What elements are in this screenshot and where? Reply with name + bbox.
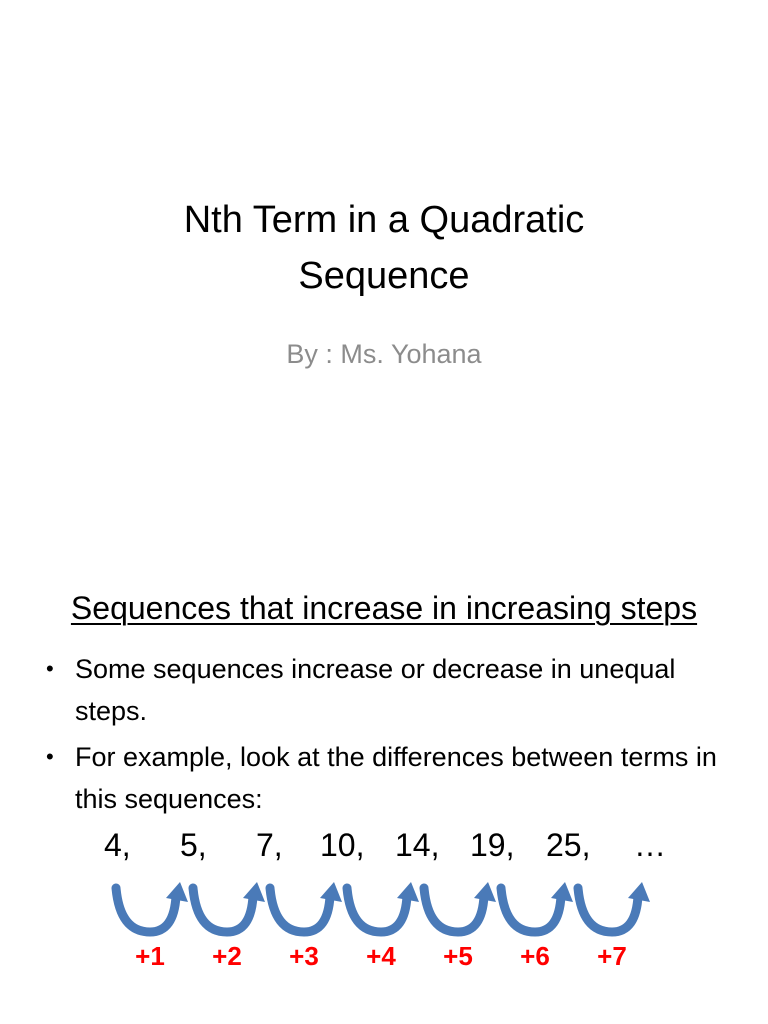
slide-subtitle: By : Ms. Yohana	[286, 339, 482, 369]
slide-title	[0, 192, 768, 304]
curved-arrow-icon	[424, 882, 496, 932]
curved-arrow-icon	[116, 882, 188, 932]
content-heading: Sequences that increase in increasing steps	[70, 590, 698, 626]
curved-arrow-icon	[578, 882, 650, 932]
bullet-list	[46, 648, 736, 824]
title-line-1: Nth Term in a Quadratic	[183, 199, 585, 241]
bullet-icon: •	[46, 744, 54, 769]
curved-arrow-icon	[193, 882, 265, 932]
bullet-text: For example, look at the differences between terms in this sequences:	[75, 742, 717, 814]
difference-label: +2	[212, 941, 242, 971]
difference-label: +3	[289, 941, 319, 971]
difference-label: +4	[366, 941, 396, 971]
bullet-text: Some sequences increase or decrease in unequal steps.	[75, 654, 676, 726]
sequence-ellipsis: …	[634, 827, 666, 863]
difference-label: +1	[135, 941, 165, 971]
sequence-term: 19,	[470, 827, 515, 863]
number-sequence	[0, 820, 768, 870]
difference-labels	[0, 936, 768, 976]
sequence-term: 7,	[256, 827, 283, 863]
curved-arrow-icon	[347, 882, 419, 932]
difference-label: +5	[443, 941, 473, 971]
sequence-term: 10,	[320, 827, 365, 863]
difference-label: +7	[597, 941, 627, 971]
bullet-item	[46, 648, 736, 732]
sequence-term: 25,	[546, 827, 591, 863]
curved-arrow-icon	[501, 882, 573, 932]
difference-label: +6	[520, 941, 550, 971]
sequence-term: 5,	[180, 827, 207, 863]
bullet-icon: •	[46, 656, 54, 681]
title-line-2: Sequence	[298, 255, 470, 297]
sequence-term: 14,	[395, 827, 440, 863]
curved-arrow-icon	[270, 882, 342, 932]
content-slide	[0, 512, 768, 1024]
bullet-item	[46, 736, 736, 820]
sequence-term: 4,	[104, 827, 131, 863]
